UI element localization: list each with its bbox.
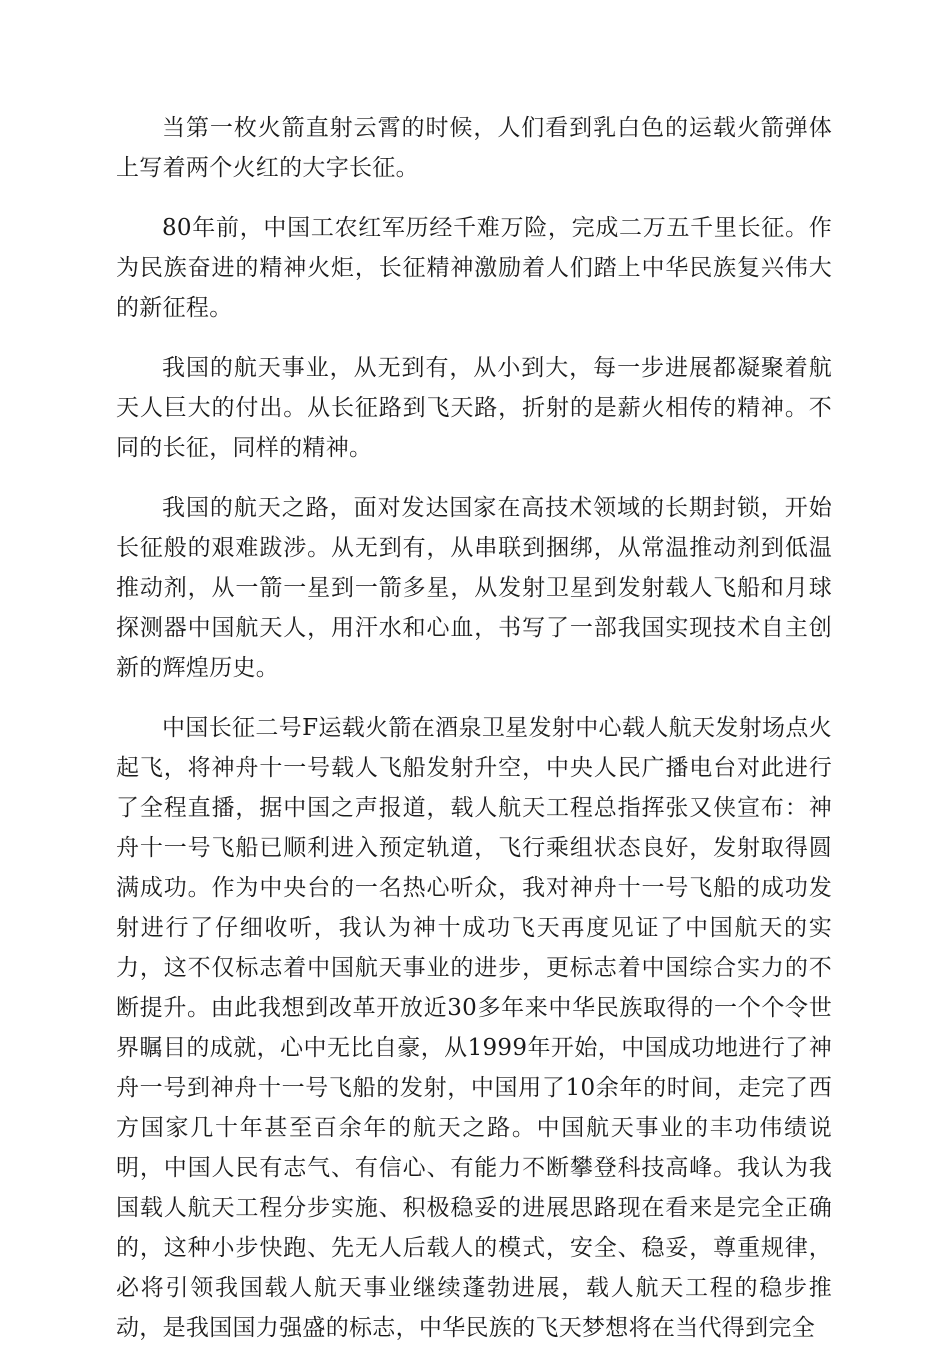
paragraph-1: 当第一枚火箭直射云霄的时候，人们看到乳白色的运载火箭弹体上写着两个火红的大字长征。 <box>116 115 832 181</box>
document-body <box>116 108 832 1368</box>
paragraph-2: 80年前，中国工农红军历经千难万险，完成二万五千里长征。作为民族奋进的精神火炬，长征精神激励着人们踏上中华民族复兴伟大的新征程。 <box>116 215 832 321</box>
paragraph-4: 我国的航天之路，面对发达国家在高技术领域的长期封锁，开始长征般的艰难跋涉。从无到有，从串联到捆绑，从常温推动剂到低温推动剂，从一箭一星到一箭多星，从发射卫星到发射载人飞船和月球探测器中国航天人，用汗水和心血，书写了一部我国实现技术自主创新的辉煌历史。 <box>116 495 832 681</box>
paragraph-5: 中国长征二号F运载火箭在酒泉卫星发射中心载人航天发射场点火起飞，将神舟十一号载人飞船发射升空，中央人民广播电台对此进行了全程直播，据中国之声报道，载人航天工程总指挥张又侠宣布：神舟十一号飞船已顺利进入预定轨道，飞行乘组状态良好，发射取得圆满成功。作为中央台的一名热心听众，我对神舟十一号飞船的成功发射进行了仔细收听，我认为神十成功飞天再度见证了中国航天的实力，这不仅标志着中国航天事业的进步，更标志着中国综合实力的不断提升。由此我想到改革开放近30多年来中华民族取得的一个个令世界瞩目的成就，心中无比自豪，从1999年开始，中国成功地进行了神舟一号到神舟十一号飞船的发射，中国用了10余年的时间，走完了西方国家几十年甚至百余年的航天之路。中国航天事业的丰功伟绩说明，中国人民有志气、有信心、有能力不断攀登科技高峰。我认为我国载人航天工程分步实施、积极稳妥的进展思路现在看来是完全正确的，这种小步快跑、先无人后载人的模式，安全、稳妥，尊重规律，必将引领我国载人航天事业继续蓬勃进展，载人航天工程的稳步推动，是我国国力强盛的标志，中华民族的飞天梦想将在当代得到完全 <box>116 715 832 1341</box>
paragraph-3: 我国的航天事业，从无到有，从小到大，每一步进展都凝聚着航天人巨大的付出。从长征路到飞天路，折射的是薪火相传的精神。不同的长征，同样的精神。 <box>116 355 832 461</box>
